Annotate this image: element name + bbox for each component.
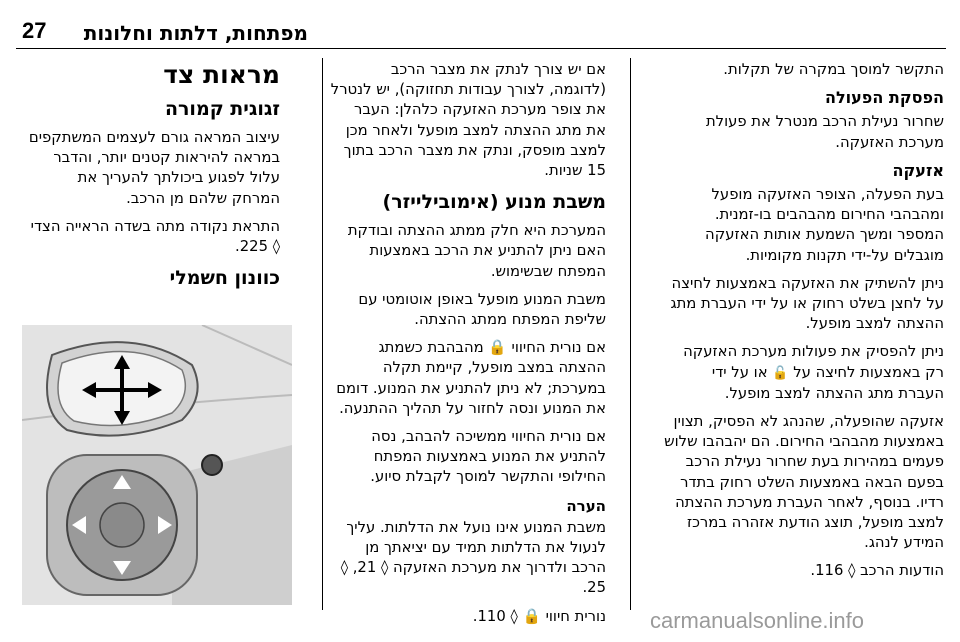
running-head: מפתחות, דלתות וחלונות [83, 21, 308, 45]
watermark: carmanualsonline.info [650, 608, 865, 633]
immobilizer-paragraph-1: המערכת היא חלק ממתג ההצתה ובודקת האם ניתן להתניע את הרכב באמצעות המפתח שבשימוש. [347, 222, 606, 280]
alarm-paragraph-3-end: או על ידי העברת מתג ההצתה למצב מופעל. [711, 363, 944, 402]
indicator-reference: נורית חיווי 🔒 ◊ 110. [472, 607, 606, 625]
alarm-paragraph-3-start: ניתן להפסיק את פעולות מערכת האזעקה רק באמצעות לחיצה על [683, 343, 944, 381]
heading-alarm: אזעקה [892, 160, 944, 180]
header-rule [16, 48, 946, 49]
immobilizer-paragraph-4: אם נורית החיווי ממשיכה להבהב, נסה להתניע את המנוע באמצעות המפתח החילופי והתקשר למוסך לקבלת סיוע. [370, 428, 606, 486]
mirror-adjustment-illustration [22, 325, 292, 605]
control-pad-center [100, 503, 144, 547]
blindspot-paragraph: התראת נקודה מתה בשדה הראייה הצדי ◊ 225. [30, 217, 280, 256]
heading-convex: זגוגית קמורה [164, 98, 280, 120]
convex-paragraph: עיצוב המראה גורם לעצמים המשתקפים במראה להיראות קטנים יותר, והדבר עלול לפגוע ביכולתך להעריך את המרחק שלהם מן הרכב. [28, 129, 280, 207]
alarm-paragraph-5: הודעות הרכב ◊ 116. [810, 562, 944, 580]
left-column [26, 60, 280, 297]
heading-immobilizer: משבת מנוע (אימובילייזר) [382, 191, 606, 214]
alarm-paragraph-2: ניתן להשתיק את האזעקה באמצעות לחיצה על לחצן בשלט רחוק או על ידי העברת מתג ההצתה למצב מופעל. [670, 274, 944, 333]
mirror-illustration-svg [22, 325, 292, 605]
alarm-paragraph-4: אזעקה שהופעלה, שהנהג לא הפסיק, תצוין באמצעות מהבהבי החירום. הם יהבהבו שלוש פעמים במהירות בעת שחרור נעילת הרכב בפעם הבאה באמצעות השלט רחוק בתדר רדיו. בנוסף, לאחר העברת מערכת ההצתה למצב מופעל, תוצג הודעת אזהרה במרכז המידע לנהג. [664, 413, 944, 552]
disarm-paragraph: שחרור נעילת הרכב מנטרל את פעולת מערכת האזעקה. [705, 113, 944, 151]
middle-column [330, 60, 606, 635]
immobilizer-paragraph-3: אם נורית החיווי 🔒 מהבהבת כשמתג ההצתה במצב מופעל, קיימת תקלה במערכת; לא ניתן להתניע את המנוע. דומם את המנוע ונסה לחזור על תהליך ההתנעה. [336, 339, 606, 417]
unlock-button-icon: 🔓 [772, 365, 789, 381]
page-number: 27 [22, 18, 47, 43]
battery-paragraph: אם יש צורך לנתק את מצבר הרכב (לדוגמה, לצורך עבודות תחזוקה), יש לנטרל את צופר מערכת האזעקה כלהלן: העבר את מתג ההצתה למצב מופעל ולאחר מכן למצב מופסק, ונתק את מצבר הרכב בתוך 15 שניות. [330, 61, 606, 180]
column-divider-left [322, 58, 323, 610]
heading-disarm: הפסקת הפעולה [824, 88, 944, 108]
mirror-selector-switch [202, 455, 222, 475]
page-header [0, 0, 960, 50]
window-line [202, 325, 292, 365]
note-heading: הערה [566, 496, 606, 515]
column-divider-right [630, 58, 631, 610]
heading-electric: כוונון חשמלי [169, 267, 280, 290]
intro-paragraph: התקשר למוסך במקרה של תקלות. [723, 61, 944, 78]
alarm-paragraph-1: בעת הפעלה, הצופר האזעקה מופעל ומהבהבי החירום מהבהבים בו-זמנית. המספר ומשך השמעת אותות האזעקה מוגבלים על-ידי תקנות מקומיות. [705, 186, 944, 264]
note-text: משבת המנוע אינו נועל את הדלתות. עליך לנעול את הדלתות תמיד עם יציאתך מן הרכב ולדרוך את מערכת האזעקה ◊ 21, ◊ 25. [340, 518, 606, 597]
right-column [664, 60, 944, 590]
immobilizer-paragraph-2: משבת המנוע מופעל באופן אוטומטי עם שליפת המפתח ממתג ההצתה. [358, 290, 606, 329]
alarm-paragraph-3 [664, 342, 944, 404]
section-title: מראות צד [163, 60, 280, 89]
